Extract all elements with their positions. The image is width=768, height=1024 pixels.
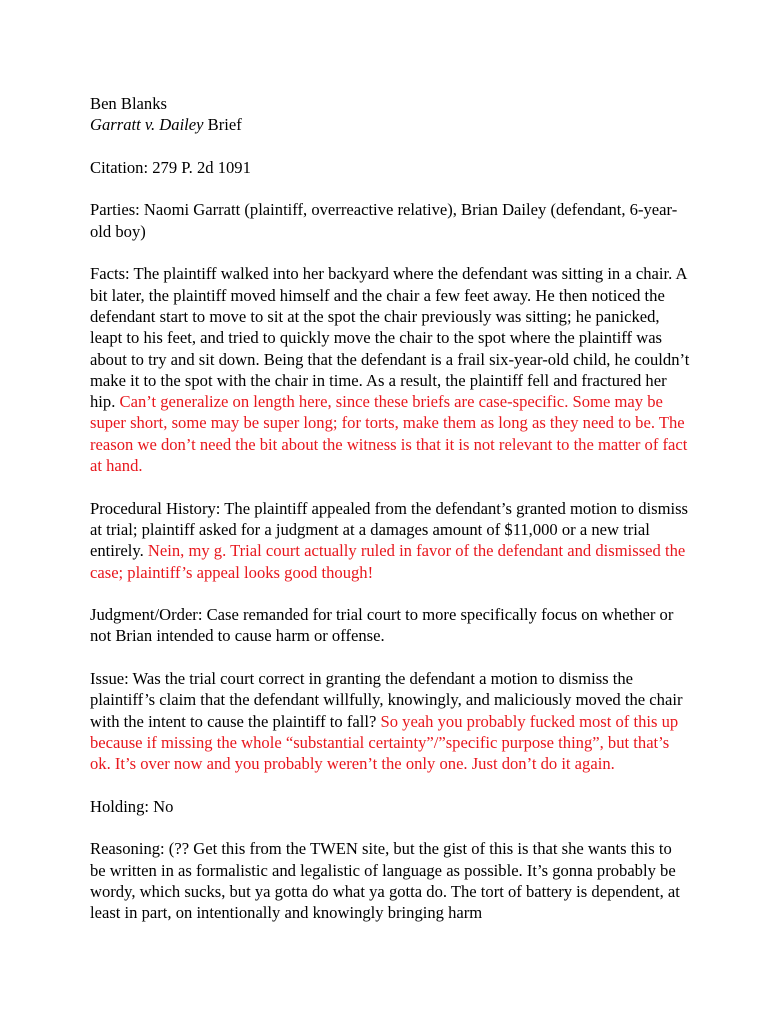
parties-text: Parties: Naomi Garratt (plaintiff, overreactive relative), Brian Dailey (defendant, 6-year-old boy) [90, 200, 678, 241]
title-suffix: Brief [203, 115, 242, 135]
reasoning-text: Reasoning: (?? Get this from the TWEN site, but the gist of this is that she wants this to be written in as formalistic and legalistic of language as possible. It’s gonna probably be wordy, which sucks, but ya gotta do what ya gotta do. The tort of battery is dependent, at least in part, on intentionally and knowingly bringing harm [90, 839, 680, 923]
judgment-paragraph [90, 604, 690, 647]
procedural-history-paragraph [90, 498, 690, 583]
citation-paragraph [90, 157, 690, 178]
citation-text: Citation: 279 P. 2d 1091 [90, 157, 251, 177]
procedural-history-text: Procedural History: The plaintiff appealed from the defendant’s granted motion to dismiss at trial; plaintiff asked for a judgment at a damages amount of $11,000 or a new trial entirely. [90, 498, 689, 561]
author-name: Ben Blanks [90, 94, 167, 113]
document-body [90, 93, 690, 945]
issue-text: Issue: Was the trial court correct in granting the defendant a motion to dismiss the plaintiff’s claim that the defendant willfully, knowingly, and maliciously moved the chair with the intent to cause the plaintiff to fall? [90, 669, 683, 731]
procedural-history-annotation: Nein, my g. Trial court actually ruled in favor of the defendant and dismissed the case; plaintiff’s appeal looks good though! [90, 541, 686, 582]
case-name: Garratt v. Dailey [90, 115, 204, 135]
reasoning-paragraph [90, 838, 690, 923]
issue-paragraph [90, 668, 690, 774]
facts-paragraph [90, 263, 690, 476]
judgment-text: Judgment/Order: Case remanded for trial court to more specifically focus on whether or not Brian intended to cause harm or offense. [90, 605, 674, 646]
title-line [90, 114, 690, 135]
author-line [90, 93, 690, 114]
facts-text: Facts: The plaintiff walked into her backyard where the defendant was sitting in a chair. A bit later, the plaintiff moved himself and the chair a few feet away. He then noticed the defendant start to move to sit at the spot the chair previously was sitting; he panicked, leapt to his feet, and tried to quickly move the chair to the spot where the plaintiff was about to try and sit down. Being that the defendant is a frail six-year-old child, he couldn’t make it to the spot with the chair in time. As a result, the plaintiff fell and fractured her hip. [90, 264, 690, 412]
parties-paragraph [90, 199, 690, 242]
holding-paragraph [90, 796, 690, 817]
holding-text: Holding: No [90, 796, 174, 816]
facts-annotation: Can’t generalize on length here, since these briefs are case-specific. Some may be super short, some may be super long; for torts, make them as long as they need to be. The reason we don’t need the bit about the witness is that it is not relevant to the matter of fact at hand. [90, 392, 688, 476]
issue-annotation: So yeah you probably fucked most of this up because if missing the whole “substantial certainty”/”specific purpose thing”, but that’s ok. It’s over now and you probably weren’t the only one. Just don’t do it again. [90, 711, 679, 774]
